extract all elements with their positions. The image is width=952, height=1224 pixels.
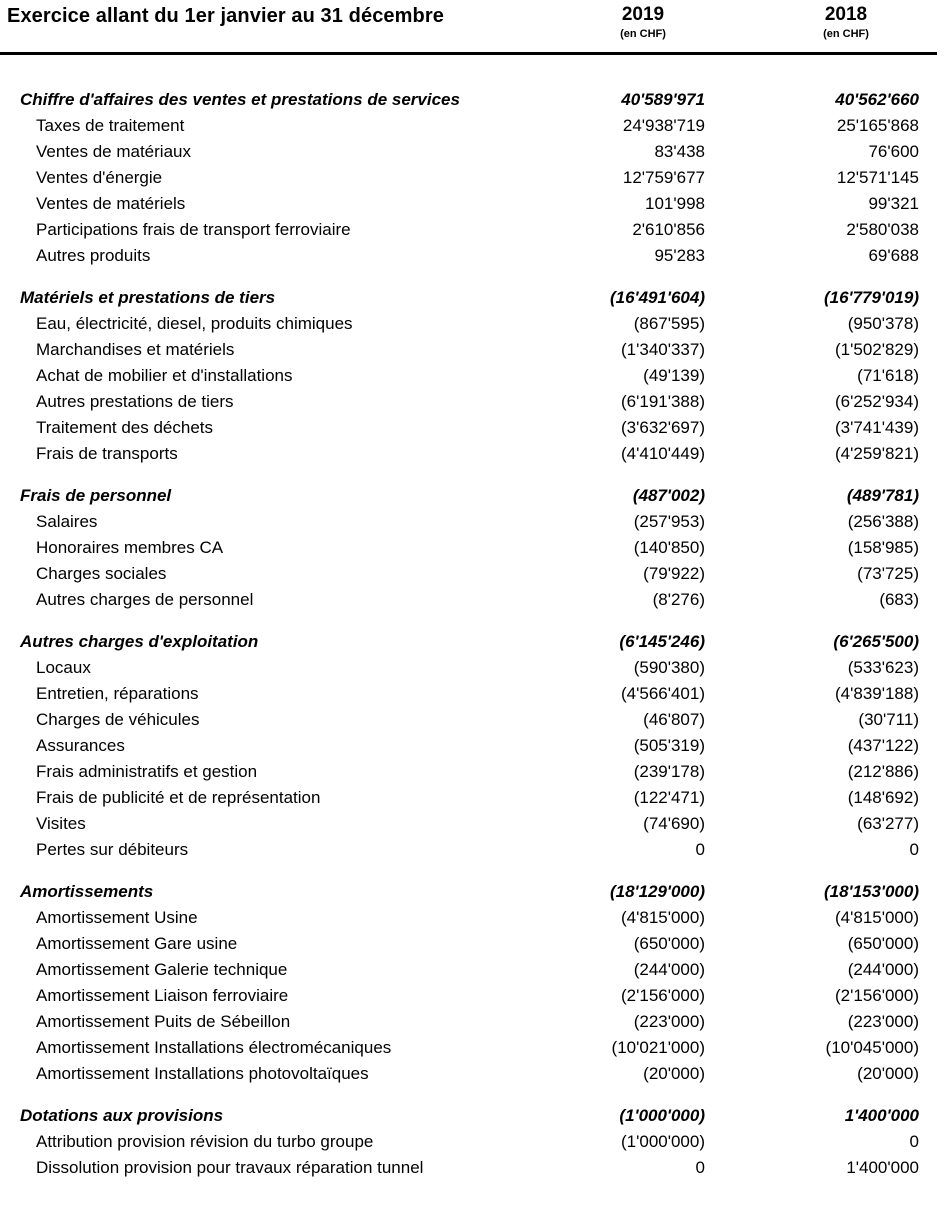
account-label: Honoraires membres CA xyxy=(36,538,224,557)
account-label: Dissolution provision pour travaux réparation tunnel xyxy=(36,1158,424,1177)
account-label: Salaires xyxy=(36,512,98,531)
line-item-row xyxy=(20,759,919,785)
account-label: Marchandises et matériels xyxy=(36,340,235,359)
line-item-row xyxy=(20,655,919,681)
section-label: Amortissements xyxy=(20,882,154,901)
line-item-row xyxy=(20,905,919,931)
account-label: Eau, électricité, diesel, produits chimiques xyxy=(36,314,353,333)
statement-section xyxy=(20,879,919,1087)
page-title: Exercice allant du 1er janvier au 31 décembre xyxy=(7,5,444,27)
section-header-row xyxy=(20,629,919,655)
line-item-row xyxy=(20,707,919,733)
value-2018: 99'321 xyxy=(868,194,919,213)
account-label: Ventes d'énergie xyxy=(36,168,163,187)
value-2019: (79'922) xyxy=(643,564,705,583)
value-2018: 69'688 xyxy=(868,246,919,265)
line-item-row xyxy=(20,733,919,759)
value-2019: 83'438 xyxy=(654,142,705,161)
value-2019: 101'998 xyxy=(645,194,705,213)
value-2018: 0 xyxy=(909,840,919,859)
line-item-row xyxy=(20,535,919,561)
account-label: Ventes de matériaux xyxy=(36,142,191,161)
statement-section xyxy=(20,87,919,269)
value-2018: (30'711) xyxy=(858,710,919,729)
value-2019: (10'021'000) xyxy=(611,1038,705,1057)
line-item-row xyxy=(20,587,919,613)
value-2019: 24'938'719 xyxy=(622,116,705,135)
value-2018: (158'985) xyxy=(847,538,919,557)
value-2019: (4'410'449) xyxy=(621,444,705,463)
line-item-row xyxy=(20,389,919,415)
line-item-row xyxy=(20,1035,919,1061)
value-2019: (223'000) xyxy=(633,1012,705,1031)
account-label: Entretien, réparations xyxy=(36,684,199,703)
value-2018: (2'156'000) xyxy=(835,986,919,1005)
line-item-row xyxy=(20,1155,919,1181)
value-2018: (18'153'000) xyxy=(823,882,919,901)
account-label: Attribution provision révision du turbo groupe xyxy=(36,1132,374,1151)
account-label: Amortissement Installations photovoltaïques xyxy=(36,1064,369,1083)
line-item-row xyxy=(20,931,919,957)
section-header-row xyxy=(20,1103,919,1129)
account-label: Amortissement Usine xyxy=(36,908,198,927)
statement-section xyxy=(20,629,919,863)
statement-section xyxy=(20,285,919,467)
value-2018: (1'502'829) xyxy=(835,340,919,359)
line-item-row xyxy=(20,113,919,139)
value-2018: (4'839'188) xyxy=(835,684,919,703)
year-label-2018: 2018 xyxy=(824,4,868,25)
document-header xyxy=(0,0,952,52)
line-item-row xyxy=(20,441,919,467)
line-item-row xyxy=(20,217,919,243)
currency-note-2018: (en CHF) xyxy=(823,28,869,40)
line-item-row xyxy=(20,681,919,707)
statement-section xyxy=(20,483,919,613)
account-label: Assurances xyxy=(36,736,125,755)
line-item-row xyxy=(20,785,919,811)
value-2019: (46'807) xyxy=(643,710,705,729)
value-2018: 12'571'145 xyxy=(836,168,919,187)
value-2018: (3'741'439) xyxy=(835,418,919,437)
value-2019: (1'000'000) xyxy=(619,1106,705,1125)
value-2018: (256'388) xyxy=(847,512,919,531)
value-2019: (590'380) xyxy=(633,658,705,677)
line-item-row xyxy=(20,1009,919,1035)
section-header-row xyxy=(20,87,919,113)
value-2018: 25'165'868 xyxy=(836,116,919,135)
line-item-row xyxy=(20,337,919,363)
line-item-row xyxy=(20,415,919,441)
value-2019: (18'129'000) xyxy=(609,882,705,901)
account-label: Frais de publicité et de représentation xyxy=(36,788,321,807)
line-item-row xyxy=(20,243,919,269)
value-2018: (20'000) xyxy=(857,1064,919,1083)
value-2019: 0 xyxy=(695,1158,705,1177)
account-label: Ventes de matériels xyxy=(36,194,186,213)
account-label: Frais de transports xyxy=(36,444,178,463)
account-label: Amortissement Gare usine xyxy=(36,934,238,953)
account-label: Locaux xyxy=(36,658,91,677)
line-item-row xyxy=(20,191,919,217)
value-2018: (4'259'821) xyxy=(835,444,919,463)
value-2018: (63'277) xyxy=(857,814,919,833)
value-2018: (71'618) xyxy=(857,366,919,385)
value-2018: 1'400'000 xyxy=(844,1106,919,1125)
line-item-row xyxy=(20,983,919,1009)
value-2018: (4'815'000) xyxy=(835,908,919,927)
value-2018: (16'779'019) xyxy=(823,288,919,307)
value-2019: (505'319) xyxy=(633,736,705,755)
line-item-row xyxy=(20,561,919,587)
value-2019: (244'000) xyxy=(633,960,705,979)
value-2019: (49'139) xyxy=(643,366,705,385)
value-2018: (533'623) xyxy=(847,658,919,677)
line-item-row xyxy=(20,509,919,535)
value-2018: (489'781) xyxy=(846,486,919,505)
currency-note-2019: (en CHF) xyxy=(620,28,666,40)
column-header-2019 xyxy=(578,3,708,41)
account-label: Frais administratifs et gestion xyxy=(36,762,258,781)
value-2019: (4'566'401) xyxy=(621,684,705,703)
value-2019: 2'610'856 xyxy=(632,220,705,239)
value-2019: (2'156'000) xyxy=(621,986,705,1005)
value-2018: (212'886) xyxy=(847,762,919,781)
value-2019: 12'759'677 xyxy=(622,168,705,187)
section-label: Matériels et prestations de tiers xyxy=(20,288,276,307)
value-2019: (257'953) xyxy=(633,512,705,531)
value-2018: (950'378) xyxy=(847,314,919,333)
value-2019: (487'002) xyxy=(632,486,705,505)
account-label: Amortissement Liaison ferroviaire xyxy=(36,986,289,1005)
section-label: Dotations aux provisions xyxy=(20,1106,224,1125)
account-label: Charges sociales xyxy=(36,564,167,583)
value-2018: (73'725) xyxy=(857,564,919,583)
value-2018: (6'265'500) xyxy=(833,632,919,651)
value-2018: (650'000) xyxy=(847,934,919,953)
value-2019: (122'471) xyxy=(633,788,705,807)
year-label-2019: 2019 xyxy=(621,4,665,25)
value-2019: (867'595) xyxy=(633,314,705,333)
value-2019: (20'000) xyxy=(643,1064,705,1083)
account-label: Autres charges de personnel xyxy=(36,590,254,609)
account-label: Amortissement Puits de Sébeillon xyxy=(36,1012,291,1031)
value-2018: 40'562'660 xyxy=(835,90,919,109)
value-2019: (1'000'000) xyxy=(621,1132,705,1151)
line-item-row xyxy=(20,165,919,191)
account-label: Amortissement Galerie technique xyxy=(36,960,288,979)
value-2018: (223'000) xyxy=(847,1012,919,1031)
account-label: Amortissement Installations électromécaniques xyxy=(36,1038,392,1057)
value-2019: (6'191'388) xyxy=(621,392,705,411)
income-statement-table xyxy=(0,55,952,1181)
column-header-2018 xyxy=(781,3,911,41)
value-2019: (650'000) xyxy=(633,934,705,953)
section-label: Frais de personnel xyxy=(20,486,172,505)
value-2019: (16'491'604) xyxy=(609,288,705,307)
section-header-row xyxy=(20,285,919,311)
account-label: Visites xyxy=(36,814,86,833)
value-2018: (437'122) xyxy=(847,736,919,755)
line-item-row xyxy=(20,311,919,337)
line-item-row xyxy=(20,837,919,863)
section-header-row xyxy=(20,483,919,509)
line-item-row xyxy=(20,363,919,389)
value-2019: (6'145'246) xyxy=(619,632,705,651)
value-2019: (239'178) xyxy=(633,762,705,781)
value-2019: 40'589'971 xyxy=(621,90,705,109)
value-2019: (8'276) xyxy=(652,590,705,609)
account-label: Pertes sur débiteurs xyxy=(36,840,189,859)
value-2018: (10'045'000) xyxy=(825,1038,919,1057)
line-item-row xyxy=(20,1061,919,1087)
value-2018: (148'692) xyxy=(847,788,919,807)
account-label: Charges de véhicules xyxy=(36,710,200,729)
value-2019: (4'815'000) xyxy=(621,908,705,927)
account-label: Participations frais de transport ferroviaire xyxy=(36,220,351,239)
line-item-row xyxy=(20,139,919,165)
value-2018: 1'400'000 xyxy=(846,1158,919,1177)
value-2018: 2'580'038 xyxy=(846,220,919,239)
value-2018: (683) xyxy=(879,590,919,609)
statement-section xyxy=(20,1103,919,1181)
line-item-row xyxy=(20,957,919,983)
line-item-row xyxy=(20,811,919,837)
account-label: Traitement des déchets xyxy=(36,418,214,437)
account-label: Achat de mobilier et d'installations xyxy=(36,366,293,385)
line-item-row xyxy=(20,1129,919,1155)
section-label: Chiffre d'affaires des ventes et prestations de services xyxy=(20,90,460,109)
value-2018: (6'252'934) xyxy=(835,392,919,411)
section-label: Autres charges d'exploitation xyxy=(20,632,259,651)
section-header-row xyxy=(20,879,919,905)
value-2019: 0 xyxy=(695,840,705,859)
account-label: Taxes de traitement xyxy=(36,116,185,135)
value-2018: 76'600 xyxy=(868,142,919,161)
value-2018: 0 xyxy=(909,1132,919,1151)
value-2019: (140'850) xyxy=(633,538,705,557)
value-2019: (1'340'337) xyxy=(621,340,705,359)
account-label: Autres prestations de tiers xyxy=(36,392,234,411)
value-2019: (74'690) xyxy=(643,814,705,833)
account-label: Autres produits xyxy=(36,246,151,265)
value-2018: (244'000) xyxy=(847,960,919,979)
value-2019: (3'632'697) xyxy=(621,418,705,437)
value-2019: 95'283 xyxy=(654,246,705,265)
